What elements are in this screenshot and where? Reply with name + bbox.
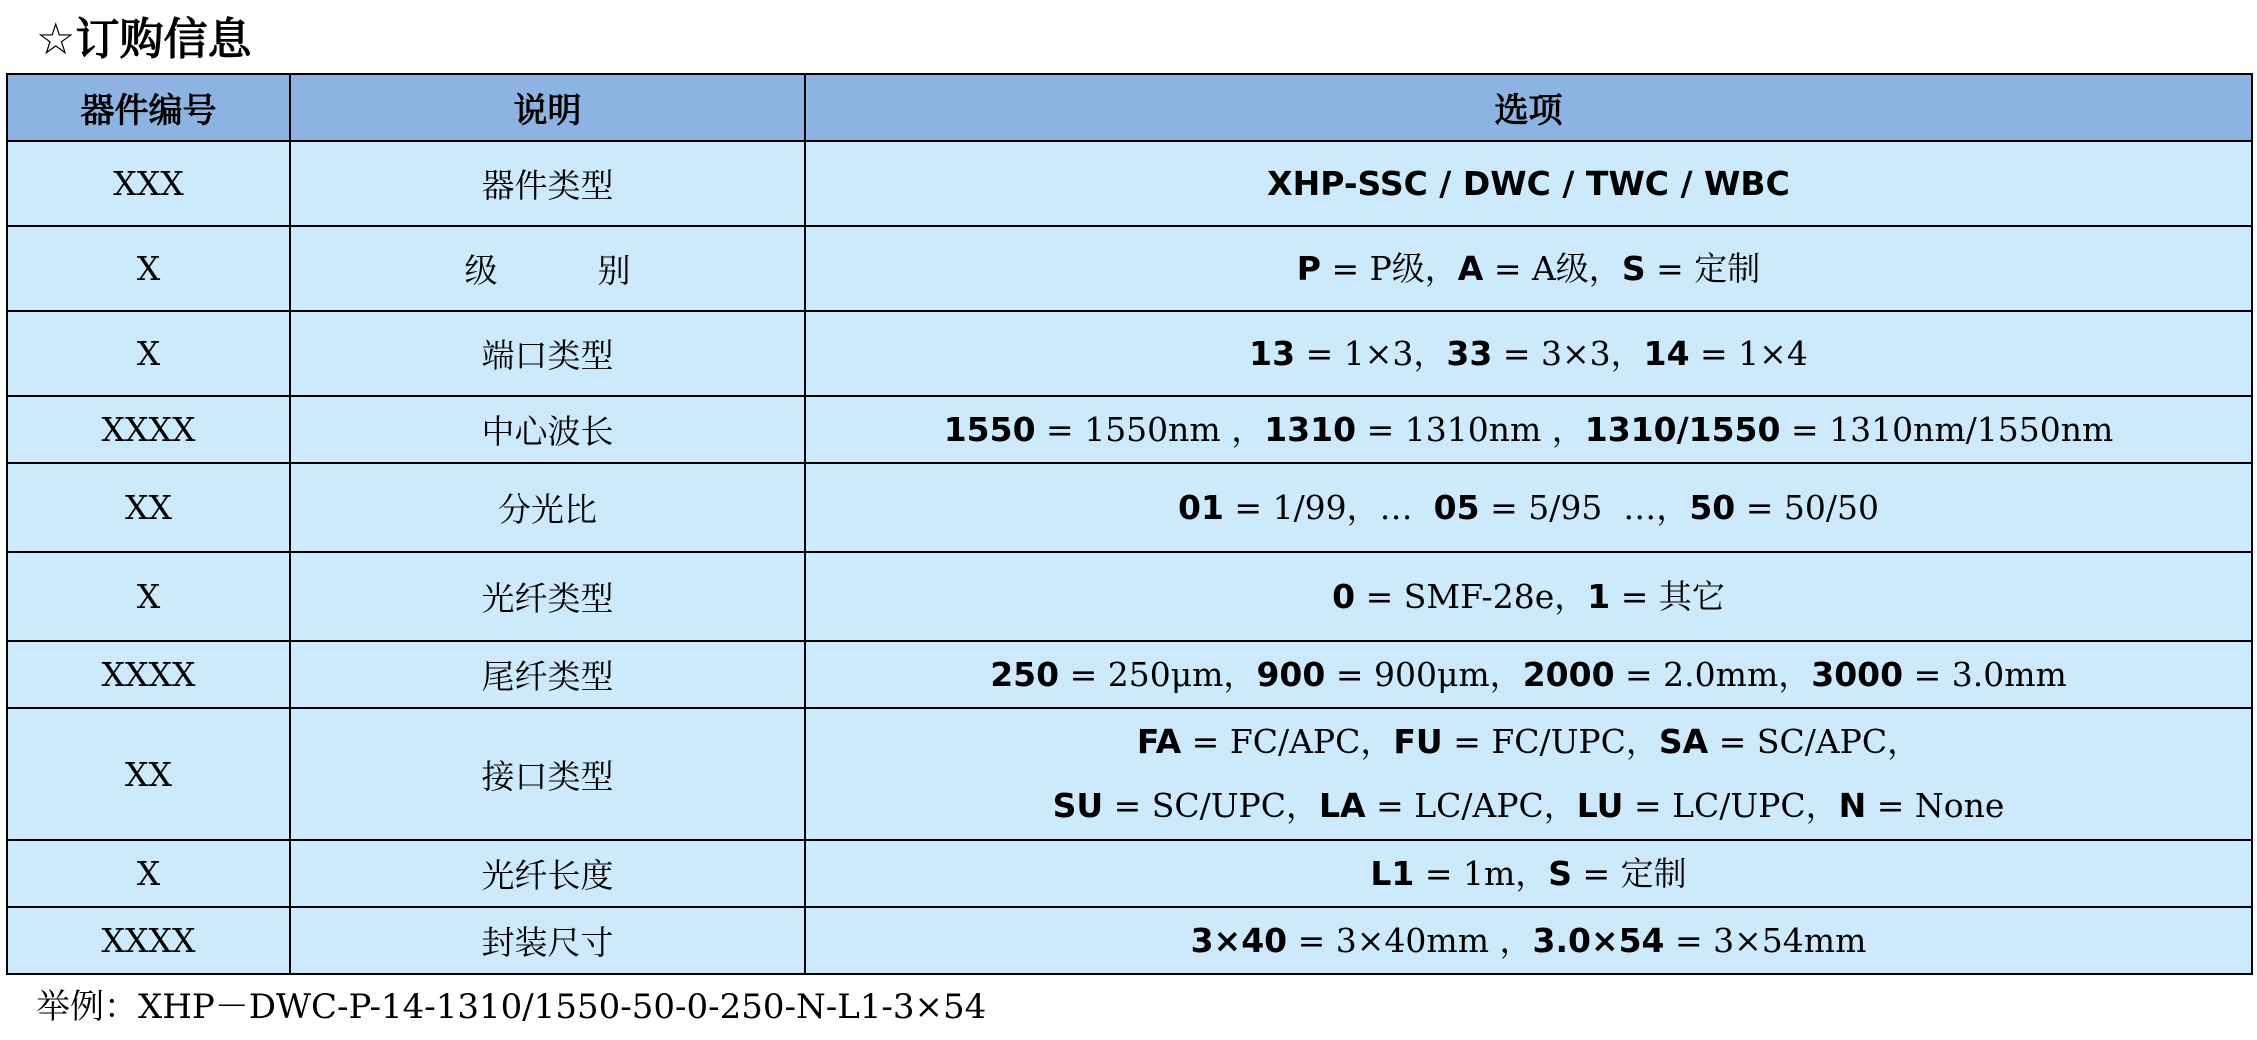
option-text: = SC/APC， [1708,722,1921,761]
page-title: ☆订购信息 [36,14,252,65]
option-code: 3.0×54 [1532,920,1665,960]
option-code: FA [1136,722,1182,761]
option-code: XHP-SSC / DWC / TWC / WBC [1267,163,1790,203]
description: 封装尺寸 [290,907,805,974]
option-text: = P级， [1320,248,1458,288]
description-left: 级 [464,251,498,290]
example-text: 举例：XHP－DWC-P-14-1310/1550-50-0-250-N-L1-3×54 [36,987,987,1027]
option-text: = 3×3， [1492,333,1644,373]
options-line [806,237,2251,301]
options-line [806,322,2251,386]
options-cell [805,226,2252,311]
option-text: = SMF-28e， [1355,576,1588,616]
option-text: = 1310nm ， [1356,409,1585,449]
description: 端口类型 [290,311,805,396]
option-text: = 1/99，… [1223,487,1434,527]
option-code: 33 [1446,333,1493,373]
description: 分光比 [290,463,805,552]
option-code: LU [1576,786,1624,825]
option-text: = LC/UPC， [1623,786,1839,825]
option-code: 3×40 [1190,920,1288,960]
option-text: = SC/UPC， [1103,786,1320,825]
option-text: = 50/50 [1735,487,1879,527]
option-code: 01 [1178,487,1224,527]
option-code: N [1838,786,1867,825]
table-row [7,641,2252,708]
part-code: X [7,552,290,641]
option-code: 1310 [1264,409,1357,449]
option-code: 1 [1587,576,1611,616]
option-code: P [1296,248,1321,288]
options-cell [805,708,2252,840]
option-text: = LC/APC， [1365,786,1577,825]
option-text: = 1310nm/1550nm [1780,409,2114,449]
table-row [7,708,2252,840]
table-row [7,840,2252,907]
options-line [806,565,2251,629]
table-row [7,311,2252,396]
option-text: = 3×40mm ， [1287,920,1533,960]
options-line [806,152,2251,216]
table-row [7,463,2252,552]
table-row [7,907,2252,974]
option-text: = 3.0mm [1903,654,2067,694]
table-row [7,141,2252,226]
options-cell [805,463,2252,552]
option-code: FU [1393,722,1443,761]
description: 器件类型 [290,141,805,226]
option-text: = 其它 [1610,576,1725,616]
option-code: 250 [990,654,1060,694]
description: 中心波长 [290,396,805,463]
description: 尾纤类型 [290,641,805,708]
part-code: XXX [7,141,290,226]
part-code: XX [7,708,290,840]
part-code: X [7,311,290,396]
option-code: L1 [1370,853,1415,893]
option-code: LA [1319,786,1366,825]
description [290,226,805,311]
description: 光纤类型 [290,552,805,641]
table-header-row [7,74,2252,141]
part-code: XXXX [7,641,290,708]
options-line [806,909,2251,973]
description: 接口类型 [290,708,805,840]
option-text: = 1×4 [1689,333,1808,373]
part-code: X [7,226,290,311]
ordering-table [6,73,2253,975]
table-row [7,396,2252,463]
option-text: = 5/95 …， [1479,487,1690,527]
option-code: 14 [1643,333,1690,373]
table-row [7,552,2252,641]
option-code: 900 [1256,654,1326,694]
option-code: SA [1658,722,1709,761]
option-code: 2000 [1522,654,1615,694]
option-text: = FC/UPC， [1442,722,1659,761]
options-line [806,842,2251,906]
options-cell [805,396,2252,463]
option-code: 05 [1433,487,1480,527]
options-line [806,398,2251,462]
options-cell [805,141,2252,226]
option-code: 13 [1249,333,1296,373]
option-code: A [1457,248,1484,288]
options-cell [805,641,2252,708]
part-code: XXXX [7,907,290,974]
option-text: = 定制 [1645,248,1761,288]
options-cell [805,311,2252,396]
options-line [806,476,2251,540]
option-text: = None [1866,786,2005,825]
header-part-number: 器件编号 [7,74,290,141]
option-text: = 2.0mm， [1614,654,1812,694]
options-cell [805,552,2252,641]
part-code: XX [7,463,290,552]
option-code: S [1548,853,1573,893]
option-text: = 定制 [1572,853,1687,893]
option-text: = 1m， [1414,853,1549,893]
options-cell [805,907,2252,974]
header-options: 选项 [805,74,2252,141]
option-code: 3000 [1811,654,1904,694]
option-text: = A级， [1483,248,1622,288]
option-code: 1310/1550 [1584,409,1781,449]
option-code: 1550 [943,409,1036,449]
part-code: XXXX [7,396,290,463]
option-code: 50 [1689,487,1736,527]
options-cell [805,840,2252,907]
option-text: = 3×54mm [1664,920,1867,960]
option-text: = 1×3， [1295,333,1447,373]
description: 光纤长度 [290,840,805,907]
option-text: = 250μm， [1059,654,1257,694]
header-description: 说明 [290,74,805,141]
option-text: = 1550nm ， [1035,409,1265,449]
options-line [806,710,2251,774]
option-code: SU [1052,786,1104,825]
option-text: = FC/APC， [1181,722,1394,761]
options-line [806,643,2251,707]
table-row [7,226,2252,311]
option-code: 0 [1332,576,1356,616]
description-right: 别 [597,251,631,290]
options-line-2 [806,774,2251,838]
option-text: = 900μm， [1325,654,1523,694]
option-code: S [1621,248,1646,288]
part-code: X [7,840,290,907]
